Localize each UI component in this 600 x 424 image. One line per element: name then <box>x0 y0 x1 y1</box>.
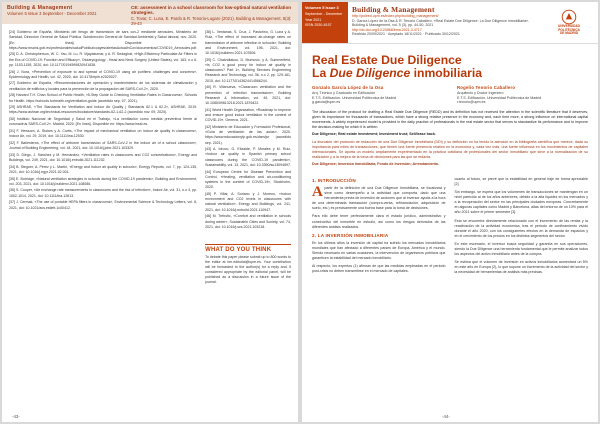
reference-item: [43] A. Idrovo, G. Elizalde, P. Morales y M. Ruiz, «Indoor air quality in Spanish primary school classrooms during the COVID-19 pandemic», Sustainability, vol. 13, 2021, doi: 10.3390/su13094897. <box>205 147 291 167</box>
drop-cap: A <box>312 184 323 201</box>
reference-item: [30] Instituto Nacional de Seguridad y Salud en el Trabajo, «La ventilación como medida preventiva frente al coronavirus SARS-CoV-2». Madrid, 2020. [En línea]. Disponible en: https://www.insst.es. <box>9 117 198 127</box>
col2-paragraph-3: Esto se encuentra directamente relacionado con el incremento de las rentas y la reactivación de la actividad económica, tras el periodo de confinamiento vivido durante el año 2020, con los consiguientes efectos en la demanda de espacios y en el crecimiento de los precios en los distintos segmentos del sector. <box>454 218 588 238</box>
author-affiliation: E.T.S. Edificación. Universidad Politécnica de Madrid <box>312 95 397 100</box>
reference-item: [25] D. A. Christopherson, W. C. Yao, M. Lu, R. Vijayakumar, y A. R. Sedaghat, «High-Efficiency Particulate Air Filters in the Era of COVID-19: Function and Efficacy», Otolaryngology - Head and Neck Surgery (United States), vol. 163, n.o 6. pp. 1153-1155, 2020, doi: 10.1177/0194599820941838. <box>9 52 198 67</box>
reference-item: [42] Ministerio de Educación y Formación Profesional, «Guía de ventilación de las aulas», 2020. https://www.educacionyfp.gob.es/dam/jcr (accedido sep. 2021). <box>205 124 291 145</box>
upm-crest-icon <box>561 9 577 25</box>
issue-badge <box>302 2 348 43</box>
abstract-spanish: La discusión del protocolo de redacción de una Due Diligence Inmobiliaria (DDI) y su definición no ha tenido la atención en la bibliografía científica que merece, dada su importancia para miles de transacciones, que tienen una fuerte presencia relativa en la economía y, cada vez más, una fuerte influencia en los movimientos de capitales internacionales. Se aporta un modelo ampliamente experimentado en la práctica cotidiana de profesionales del sector inmobiliario que sirve a la normalización de su realización y a la mejora de la toma de decisiones para las que se redacta. <box>312 140 588 160</box>
title-spanish: La Due Diligence inmobiliaria <box>312 66 483 80</box>
col2-paragraph-4: En este escenario, el inversor busca seguridad y garantía en sus operaciones, siendo la Due Diligence una herramienta fundamental que le permite analizar todos los aspectos del activo inmobiliario antes de la compra. <box>454 241 588 256</box>
intro-paragraph-2: Para ello debe tener perfectamente clara el estado jurídico, administrativo y constructivo del inmueble en estudio, así como los riesgos derivados de las diferentes análisis realizados. <box>312 214 446 229</box>
col2-paragraph-5: Se estima que el volumen de inversión en activos inmobiliarios aumentará un 5% en este año en Europa (2), lo que supone un incremento de la actividad del sector y la necesidad de herramientas de análisis más precisas. <box>454 259 588 274</box>
reference-item: [24] Gobierno de España, Ministerio del riesgo de transmisión de sars cov-2 mediante aerosoles. Ministerio de Sanidad, Dirección General de Salud Pública. Subdirección General de Sanidad Ambiental y Salud laboral, nov. 2020. [En línea]. Disponible en: https://www.mscbs.gob.es/profesionales/saludPublica/ccayes/alertasActual/nCov/documentos/COVID19_Aerosoles.pdf. <box>9 30 198 50</box>
reference-item: [40] R. Villanueva, «Classroom ventilation and the prevention of infection transmission», Building Research & Information, vol. 49, 2021, doi: 10.1080/09613218.2021.1876422. <box>205 85 291 106</box>
section-heading-investment: 2. LA INVERSIÓN INMOBILIARIA <box>312 232 389 238</box>
references-column-1 <box>9 30 197 407</box>
badge-issn: ISSN 2530-8157 <box>305 23 332 28</box>
reference-item: [31] F. Hewsom, A. Stokes y A. Curtis, «The impact of mechanical ventilation on indoor air quality in classrooms», Indoor Air, vol. 29, 2019, doi: 10.1111/ina.12530. <box>9 128 198 139</box>
reference-item: [26] J. Nora, «Prevention of exposure to and spread of COVID-19 using air purifiers: challenges and concerns», Epidemiology and Health, vol. 42, 2020, doi: 10.4178/epih.e2020027. <box>9 69 198 79</box>
abstract <box>302 105 598 167</box>
author-name: Gonzalo García López de la Osa <box>312 85 384 90</box>
right-page <box>302 2 598 422</box>
authors <box>302 80 598 105</box>
author-role: Arq. Técnico y Graduado en Edificación <box>312 90 376 95</box>
article-title <box>302 44 598 80</box>
journal-citation-line1: D. García López de la Osa & R. Tenorio Caballero. «Real Estate Due Diligence. La Due Diligence inmobiliaria». <box>352 18 530 23</box>
reference-item: [37] J. Cermak, «The use of portable HEPA filters in classrooms», Environmental Science & Technology Letters, vol. 8, 2021, doi: 10.1021/acs.estlett.1c00412. <box>9 200 198 210</box>
section-heading-introduction: 1. INTRODUCCIÓN <box>312 178 356 184</box>
keywords-english: Due Diligence; Real estate investment; Investment trust; Sell/lease back. <box>312 132 436 137</box>
body-column-1 <box>312 177 446 278</box>
header-journal-info <box>2 2 126 24</box>
right-page-header <box>302 2 598 44</box>
what-do-you-think-box <box>205 244 291 285</box>
journal-doi[interactable]: http://dx.doi.org/10.20868/bma.2021.3.4717 <box>352 27 422 32</box>
journal-citation-line2: Building & Management, vol. 5 (3), pp. 44-50, 2021 <box>352 23 434 28</box>
reference-item: [39] C. Chatzidiakou, D. Mumovic, y A. Summerfield, «Is CO2 a good proxy for indoor air quality in classrooms? Part 1», Building Services Engineering Research and Technology, vol. 36, n.o 2, pp. 129-161, 2015, doi: 10.1177/0143624414566244. <box>205 57 291 83</box>
what-do-you-think-text: To debate this paper please submit up to 800 words to the editor at bm.editorial@upm.es. Your contribution will be forwarded to the author(s) for a reply and, if considered appropriate by the editorial panel, will be published as a discussion in a future issue of the journal. <box>205 255 291 285</box>
reference-item: [35] E. Burridge, «Natural ventilation strategies in schools during the COVID-19 pandemic», Building and Environment, vol. 203, 2021, doi: 10.1016/j.buildenv.2021.108086. <box>9 176 198 186</box>
reference-item: [29] ASHRAE, «The Standards for Ventilation and Indoor Air Quality | Standards 62.1 & 62.2», ASHRAE, 2019. https://www.ashrae.org/technical-resources/bookstore/standards-62-1-62-2 (accedido nov. 09, 2020). <box>9 105 198 115</box>
header-article-title: CE: assessment in a school classroom for low-optimal natural ventilation strategies. <box>131 5 292 16</box>
page-number-right: -44- <box>442 414 450 419</box>
reference-item: [46] M. Trebotic, «Comfort and ventilation in schools during winter», Sustainable Cities and Society, vol. 74, 2021, doi: 10.1016/j.scs.2021.103218. <box>205 214 291 229</box>
journal-url[interactable]: http://polired.upm.es/index.php/building_management/ <box>352 14 439 18</box>
header-journal-title: Building & Management <box>7 5 73 11</box>
intro-paragraph-1: Apartir de la definición de una Due Diligence Inmobiliaria, se focalizará y sirve como desempeño a la actividad que comporta, dado que una herramienta previa de inversión de acciones que al inversor ayuda a la hora de una determinada transacción (compra-venta, refinanciación, adquisición de suelo, etc.) es precisamente una buena base para la toma de decisiones. <box>312 184 446 211</box>
badge-year: Year 2021 <box>305 17 322 22</box>
title-english: Real Estate Due Diligence <box>312 53 462 67</box>
journal-dates: Recibido 20/09/2021 · Aceptado 18/11/2021 · Publicado 30/12/2021 <box>352 32 460 37</box>
reference-item: [27] Gobierno de España, «Recomendaciones de operación y mantenimiento de los sistemas de climatización y ventilación de edificios y locales para la prevención de la propagación del SARS-CoV-2», 2020. <box>9 81 198 91</box>
left-page <box>2 2 298 422</box>
body-column-2 <box>455 177 589 278</box>
author-email[interactable]: r.tenorio@upm.es <box>457 100 486 105</box>
reference-item: [44] European Centre for Disease Prevention and Control, «Heating, ventilation and air-conditioning systems in the context of COVID-19», Stockholm, 2020. <box>205 169 291 190</box>
reference-item: [36] S. Cooper, «Air exchange rate measurements in classrooms and the risk of infection», Indoor Air, vol. 31, n.o 4, pp. 1002-1014, 2021, doi: 10.1111/ina.12813. <box>9 188 198 198</box>
reference-item: [32] F. Ballesteros, «The effect of airborne transmission of SARS-CoV-2 in the indoor air of a school classroom», Journal of Building Engineering, vol. 44, 2021, doi: 10.1016/j.jobe.2021.103329. <box>9 140 198 151</box>
author-role: Arquitecto y Doctor Ingeniero <box>457 90 504 95</box>
journal-info <box>348 2 540 43</box>
col2-paragraph-2: Sin embargo, se espera que los volúmenes de transacciones se mantengan en un nivel parecido al de los años anteriores, debido a la alta liquidez en los mercados y a la recuperación del sector en las principales ciudades europeas. Concretamente en algunas capitales como Madrid y Barcelona, altas del entorno de un 10% para el año 2021 sobre el primer semestre [3]. <box>454 190 588 215</box>
investment-paragraph-2: Al respecto, los expertos (1) afirman de que las medidas empleadas en el periodo post-crisis no deben transmitirse en el mercado de capitales. <box>312 263 446 273</box>
keywords-spanish: Due Diligence; Inversión inmobiliaria; Fondo de inversión; Arrendamiento. <box>312 162 440 167</box>
badge-period: September - December <box>305 11 343 16</box>
body-columns <box>302 167 598 278</box>
author-email[interactable]: g.garcia@upm.es <box>312 100 341 105</box>
reference-item: [38] L. Ventanas, S. Cruz, J. Pastorino, G. Luna y A. Ruiz, «The effect of increased air-change rates on transmission of airborne infection in schools», Building and Environment, vol. 196, 2021, doi: 10.1016/j.buildenv.2021.107806. <box>205 30 291 55</box>
author-1 <box>312 86 443 105</box>
reference-item: [28] Harvard T.H. Chan School of Public Health, «5-Step Guide to Checking Ventilation Rates in Classrooms», Schools for Health. https://schools.forhealth.org/ventilation-guide (accedido sep. 07, 2021). <box>9 93 198 103</box>
reference-item: [41] World Health Organization, «Roadmap to improve and ensure good indoor ventilation in the context of COVID-19», Geneva, 2021. <box>205 107 291 123</box>
page-number-left: -43- <box>12 414 20 419</box>
header-journal-issue: Volumen 5 Issue 3 September - December 2021 <box>7 11 97 17</box>
header-article-info <box>126 2 298 27</box>
author-affiliation: E.T.S. Edificación. Universidad Politécnica de Madrid <box>457 95 542 100</box>
what-do-you-think-heading: WHAT DO YOU THINK <box>205 247 272 254</box>
header-article-citation: C. Tovar, C. Luna, E. Pardo & R. Tenorio-Lugaro (2021). Building & Management, 5(3): 29-43 <box>131 15 292 27</box>
col2-paragraph-1: cuanto al futuro, se prevé que la estabilidad en general baje de forma apreciable [2]. <box>454 177 588 187</box>
author-name: Rogelio Tenorio Caballero <box>457 85 516 90</box>
author-2 <box>457 86 588 105</box>
left-page-header <box>2 2 298 27</box>
abstract-english: The discussion of the protocol for drafting a Real Estate Due Diligence (REDD) and its definition has not received the attention in the scientific literature that it deserves, given its importance for thousands of transactions, which have a strong relative presence in the economy and, each time more, a strong influence on international capital movements. A widely experienced model is provided in the daily practice of professionals in the real estate sector that serves to standardize its performance and to improve the decision-making for which it is written. <box>312 110 588 130</box>
university-logo <box>540 2 598 43</box>
reference-item: [45] P. Villar, A. Soriano y J. Moreno, «Indoor environment and CO2 levels in classrooms with natural ventilation», Energy and Buildings, vol. 241, 2021, doi: 10.1016/j.enbuild.2021.110947. <box>205 191 291 212</box>
reference-item: [33] D. Diego, J. Sánchez y M. Hernández, «Ventilation rates in classrooms and CO2 concentrations», Energy and Buildings, vol. 249, 2021, doi: 10.1016/j.enbuild.2021.111232. <box>9 152 198 163</box>
badge-volume: Volumen 5 Issue 3 <box>305 5 339 10</box>
journal-title: Building & Management <box>352 5 435 14</box>
logo-text: UNIVERSIDAD POLITÉCNICA DE MADRID <box>558 23 580 36</box>
reference-item: [34] B. Steguer, A. Pérez y L. Martín, «Energy and indoor air quality in schools», Energy Reports, vol. 7, pp. 124-135, 2021, doi: 10.1016/j.egyr.2021.02.001. <box>9 164 198 174</box>
investment-paragraph-1: En los últimos años la inversión de capital ha sufrido los mercados inmobiliarios mundiales que han afectado a diferentes países de Europa, América y el mundo. Siendo necesario en varias ocasiones, la intervención de organismos públicos que garanticen la estabilidad del mercado inmobiliario. <box>312 240 446 260</box>
references-column-2 <box>205 30 291 407</box>
references-section <box>2 24 298 407</box>
